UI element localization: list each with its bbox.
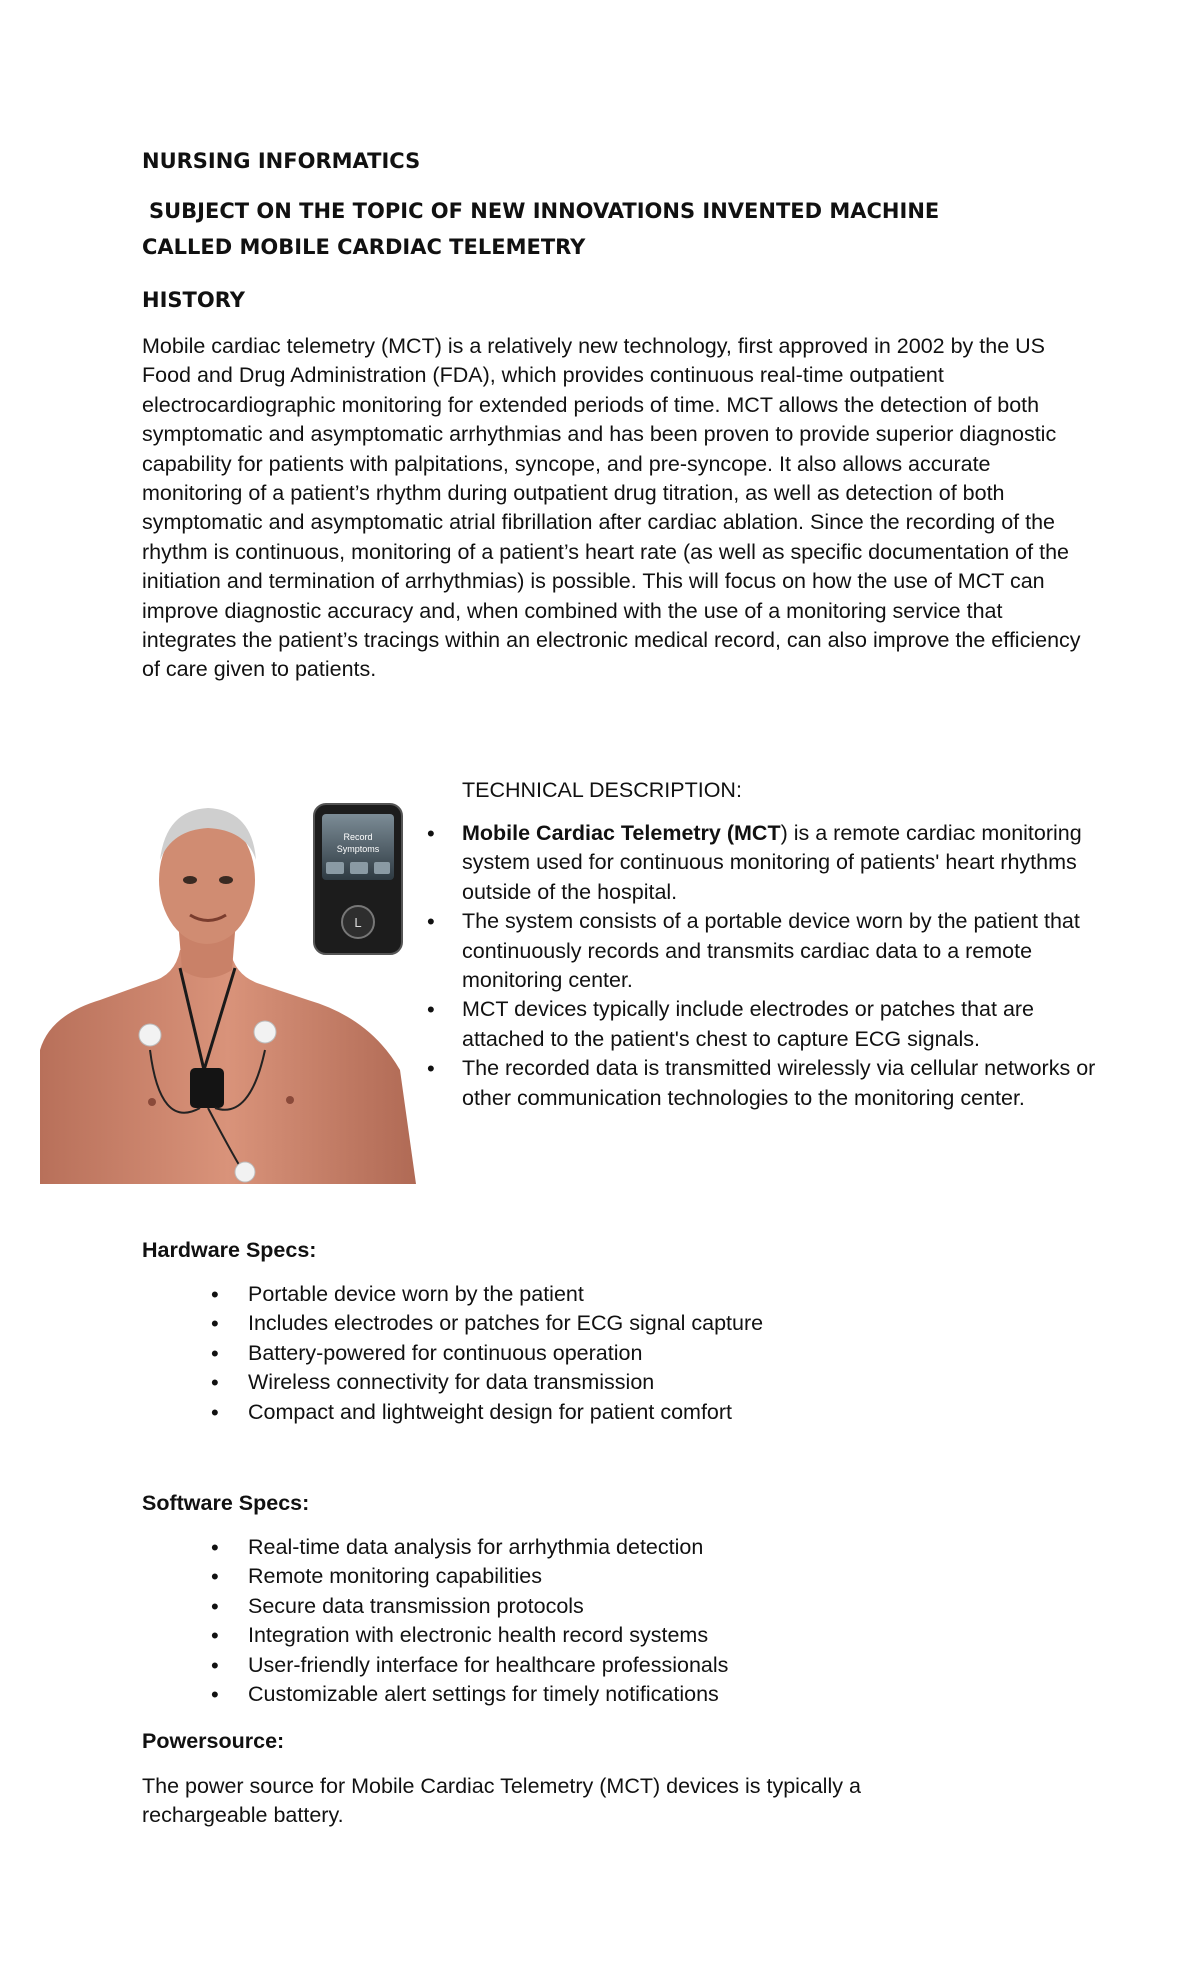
device-screen-line2: Symptoms [336,844,380,854]
software-item: • Integration with electronic health record systems [205,1621,1065,1650]
device-logo: L [354,915,362,930]
history-heading: HISTORY [142,288,245,312]
technical-heading: TECHNICAL DESCRIPTION: [462,778,742,802]
history-paragraph: Mobile cardiac telemetry (MCT) is a relatively new technology, first approved in 2002 by the US Food and Drug Administration (FDA), which provides continuous real-time outpatient electrocardiographic monitoring for extended periods of time. MCT allows the detection of both symptomatic and asymptomatic arrhythmias and has been proven to provide superior diagnostic capability for patients with palpitations, syncope, and pre-syncope. It also allows accurate monitoring of a patient’s rhythm during outpatient drug titration, as well as detection of both symptomatic and asymptomatic atrial fibrillation after cardiac ablation. Since the recording of the rhythm is continuous, monitoring of a patient’s heart rate (as well as specific documentation of the initiation and termination of arrhythmias) is possible. This will focus on how the use of MCT can improve diagnostic accuracy and, when combined with the use of a monitoring service that integrates the patient’s tracings within an electronic medical record, can also improve the efficiency of care given to patients. [142,334,1081,682]
software-item: • Secure data transmission protocols [205,1592,1065,1621]
subject-line-2: CALLED MOBILE CARDIAC TELEMETRY [142,235,586,259]
software-list [205,1533,1065,1709]
technical-item [418,819,1098,907]
technical-item: • MCT devices typically include electrodes or patches that are attached to the patient's chest to capture ECG signals. [418,995,1098,1054]
hardware-item: • Portable device worn by the patient [205,1280,1065,1309]
software-heading: Software Specs: [142,1491,310,1515]
hardware-list [205,1280,1065,1427]
software-item: • Customizable alert settings for timely notifications [205,1680,1065,1709]
software-item: • Real-time data analysis for arrhythmia detection [205,1533,1065,1562]
software-item: • User-friendly interface for healthcare professionals [205,1651,1065,1680]
subject-line-1: SUBJECT ON THE TOPIC OF NEW INNOVATIONS INVENTED MACHINE [149,199,940,223]
technical-item-text: ) is a remote cardiac monitoring system used for continuous monitoring of patients' heart rhythms outside of the hospital. [462,821,1082,904]
hardware-item: • Compact and lightweight design for patient comfort [205,1398,1065,1427]
technical-item-bold: Mobile Cardiac Telemetry (MCT [462,821,781,845]
technical-item: • The recorded data is transmitted wirelessly via cellular networks or other communication technologies to the monitoring center. [418,1054,1098,1113]
technical-list [418,819,1098,1113]
hardware-item: • Wireless connectivity for data transmission [205,1368,1065,1397]
device-screen-line1: Record [343,832,373,842]
hardware-item: • Includes electrodes or patches for ECG signal capture [205,1309,1065,1338]
powersource-paragraph: The power source for Mobile Cardiac Telemetry (MCT) devices is typically a rechargeable battery. [142,1774,861,1828]
hardware-heading: Hardware Specs: [142,1238,317,1262]
mct-patient-photo [40,800,416,1184]
hardware-item: • Battery-powered for continuous operation [205,1339,1065,1368]
document-title: NURSING INFORMATICS [142,149,421,173]
powersource-heading: Powersource: [142,1729,285,1753]
software-item: • Remote monitoring capabilities [205,1562,1065,1591]
technical-item: • The system consists of a portable device worn by the patient that continuously records and transmits cardiac data to a remote monitoring center. [418,907,1098,995]
